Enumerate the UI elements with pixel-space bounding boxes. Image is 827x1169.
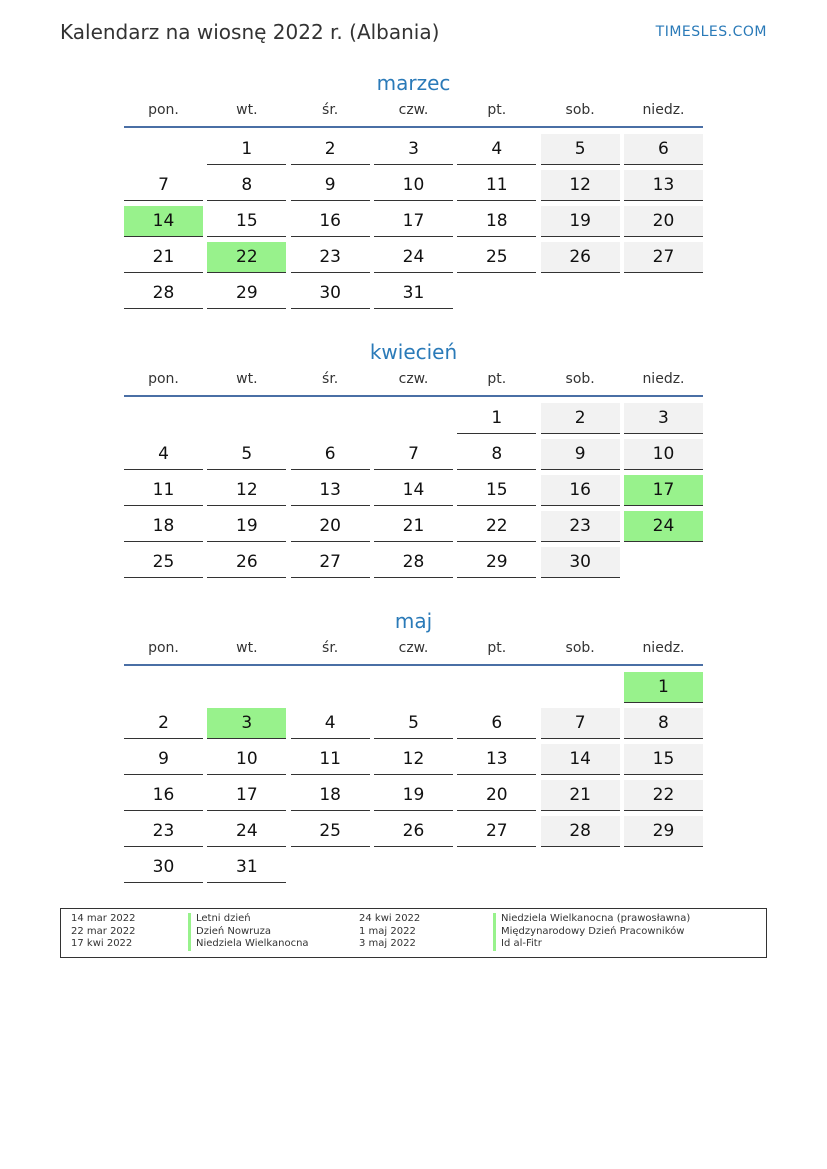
month-title: kwiecień	[369, 340, 458, 364]
weekday-label: wt.	[236, 371, 258, 387]
day-cell: 2	[124, 708, 203, 739]
month-title: maj	[394, 609, 433, 633]
day-cell: 27	[624, 242, 703, 273]
empty-cell	[291, 672, 370, 702]
day-cell: 16	[291, 206, 370, 237]
day-cell: 19	[207, 511, 286, 542]
month-block	[124, 606, 703, 883]
day-cell: 1	[457, 403, 536, 434]
day-cell: 15	[624, 744, 703, 775]
legend-date: 14 mar 2022	[71, 913, 136, 924]
weekday-label: sob.	[565, 371, 595, 387]
weekday-label: pon.	[148, 640, 179, 656]
weekday-label: pt.	[487, 102, 507, 118]
day-cell: 20	[291, 511, 370, 542]
empty-cell	[374, 403, 453, 433]
month-block	[124, 68, 703, 309]
day-cell: 6	[291, 439, 370, 470]
day-cell: 10	[624, 439, 703, 470]
holiday-day-cell: 22	[207, 242, 286, 273]
day-cell: 14	[374, 475, 453, 506]
empty-cell	[457, 672, 536, 702]
weekday-header	[124, 98, 703, 128]
day-cell: 22	[624, 780, 703, 811]
empty-cell	[124, 672, 203, 702]
legend-names-col-2	[493, 913, 690, 951]
weekday-label: niedz.	[642, 102, 685, 118]
day-cell: 8	[624, 708, 703, 739]
legend-holiday-name: Id al-Fitr	[493, 938, 690, 951]
weekday-label: wt.	[236, 640, 258, 656]
empty-cell	[124, 403, 203, 433]
day-cell: 3	[624, 403, 703, 434]
day-cell: 13	[457, 744, 536, 775]
legend-holiday-name: Dzień Nowruza	[188, 926, 309, 939]
day-cell: 30	[291, 278, 370, 309]
empty-cell	[207, 672, 286, 702]
day-cell: 6	[457, 708, 536, 739]
day-cell: 27	[291, 547, 370, 578]
day-cell: 24	[207, 816, 286, 847]
day-cell: 19	[541, 206, 620, 237]
holiday-day-cell: 1	[624, 672, 703, 703]
day-cell: 24	[374, 242, 453, 273]
holiday-legend	[60, 908, 767, 958]
weekday-label: niedz.	[642, 371, 685, 387]
day-cell: 8	[207, 170, 286, 201]
day-cell: 9	[541, 439, 620, 470]
day-grid	[124, 672, 703, 883]
day-cell: 30	[541, 547, 620, 578]
site-link[interactable]: TIMESLES.COM	[655, 24, 767, 40]
day-cell: 13	[624, 170, 703, 201]
legend-date: 17 kwi 2022	[71, 938, 133, 949]
weekday-label: pt.	[487, 371, 507, 387]
day-cell: 5	[207, 439, 286, 470]
day-cell: 19	[374, 780, 453, 811]
page-title: Kalendarz na wiosnę 2022 r. (Albania)	[60, 20, 440, 44]
day-cell: 26	[374, 816, 453, 847]
day-cell: 26	[541, 242, 620, 273]
day-cell: 7	[124, 170, 203, 201]
weekday-label: sob.	[565, 640, 595, 656]
holiday-day-cell: 17	[624, 475, 703, 506]
day-cell: 10	[207, 744, 286, 775]
day-cell: 3	[374, 134, 453, 165]
weekday-label: pon.	[148, 102, 179, 118]
weekday-label: sob.	[565, 102, 595, 118]
weekday-header	[124, 636, 703, 666]
day-cell: 15	[457, 475, 536, 506]
legend-holiday-name: Niedziela Wielkanocna (prawosławna)	[493, 913, 690, 926]
day-cell: 29	[207, 278, 286, 309]
day-cell: 31	[374, 278, 453, 309]
weekday-label: śr.	[322, 640, 339, 656]
day-cell: 4	[457, 134, 536, 165]
weekday-label: niedz.	[642, 640, 685, 656]
day-cell: 11	[457, 170, 536, 201]
day-cell: 1	[207, 134, 286, 165]
day-cell: 5	[541, 134, 620, 165]
weekday-label: czw.	[398, 371, 429, 387]
day-cell: 29	[457, 547, 536, 578]
day-cell: 26	[207, 547, 286, 578]
day-cell: 9	[124, 744, 203, 775]
day-cell: 18	[124, 511, 203, 542]
day-cell: 21	[541, 780, 620, 811]
day-cell: 22	[457, 511, 536, 542]
legend-dates-col-1	[71, 913, 136, 951]
day-cell: 6	[624, 134, 703, 165]
weekday-label: czw.	[398, 640, 429, 656]
weekday-label: śr.	[322, 102, 339, 118]
day-cell: 7	[374, 439, 453, 470]
weekday-label: wt.	[236, 102, 258, 118]
empty-cell	[124, 134, 203, 164]
day-cell: 9	[291, 170, 370, 201]
weekday-label: czw.	[398, 102, 429, 118]
day-cell: 7	[541, 708, 620, 739]
holiday-day-cell: 14	[124, 206, 203, 237]
day-cell: 23	[124, 816, 203, 847]
day-grid	[124, 134, 703, 309]
legend-date: 24 kwi 2022	[359, 913, 421, 924]
day-cell: 21	[374, 511, 453, 542]
month-block	[124, 337, 703, 578]
day-cell: 12	[207, 475, 286, 506]
legend-date: 1 maj 2022	[359, 925, 416, 937]
day-cell: 10	[374, 170, 453, 201]
day-cell: 23	[291, 242, 370, 273]
weekday-label: śr.	[322, 371, 339, 387]
empty-cell	[291, 403, 370, 433]
day-cell: 23	[541, 511, 620, 542]
day-cell: 20	[624, 206, 703, 237]
day-cell: 12	[541, 170, 620, 201]
day-cell: 20	[457, 780, 536, 811]
holiday-day-cell: 3	[207, 708, 286, 739]
day-grid	[124, 403, 703, 578]
legend-holiday-name: Międzynarodowy Dzień Pracowników	[493, 926, 690, 939]
empty-cell	[207, 403, 286, 433]
legend-dates-col-2	[359, 913, 420, 951]
day-cell: 28	[124, 278, 203, 309]
day-cell: 17	[374, 206, 453, 237]
day-cell: 4	[124, 439, 203, 470]
day-cell: 31	[207, 852, 286, 883]
day-cell: 25	[457, 242, 536, 273]
day-cell: 12	[374, 744, 453, 775]
day-cell: 25	[124, 547, 203, 578]
day-cell: 30	[124, 852, 203, 883]
day-cell: 25	[291, 816, 370, 847]
legend-date: 3 maj 2022	[359, 938, 416, 949]
day-cell: 13	[291, 475, 370, 506]
day-cell: 17	[207, 780, 286, 811]
weekday-label: pt.	[487, 640, 507, 656]
day-cell: 28	[541, 816, 620, 847]
day-cell: 18	[291, 780, 370, 811]
day-cell: 16	[124, 780, 203, 811]
day-cell: 14	[541, 744, 620, 775]
empty-cell	[374, 672, 453, 702]
legend-holiday-name: Niedziela Wielkanocna	[188, 938, 309, 951]
legend-names-col-1	[188, 913, 309, 951]
weekday-header	[124, 367, 703, 397]
holiday-day-cell: 24	[624, 511, 703, 542]
day-cell: 29	[624, 816, 703, 847]
day-cell: 2	[541, 403, 620, 434]
day-cell: 11	[124, 475, 203, 506]
day-cell: 21	[124, 242, 203, 273]
day-cell: 5	[374, 708, 453, 739]
legend-date: 22 mar 2022	[71, 925, 136, 937]
weekday-label: pon.	[148, 371, 179, 387]
day-cell: 16	[541, 475, 620, 506]
legend-holiday-name: Letni dzień	[188, 913, 309, 926]
day-cell: 11	[291, 744, 370, 775]
day-cell: 15	[207, 206, 286, 237]
day-cell: 8	[457, 439, 536, 470]
day-cell: 27	[457, 816, 536, 847]
day-cell: 4	[291, 708, 370, 739]
month-title: marzec	[376, 71, 451, 95]
day-cell: 18	[457, 206, 536, 237]
day-cell: 28	[374, 547, 453, 578]
day-cell: 2	[291, 134, 370, 165]
empty-cell	[541, 672, 620, 702]
